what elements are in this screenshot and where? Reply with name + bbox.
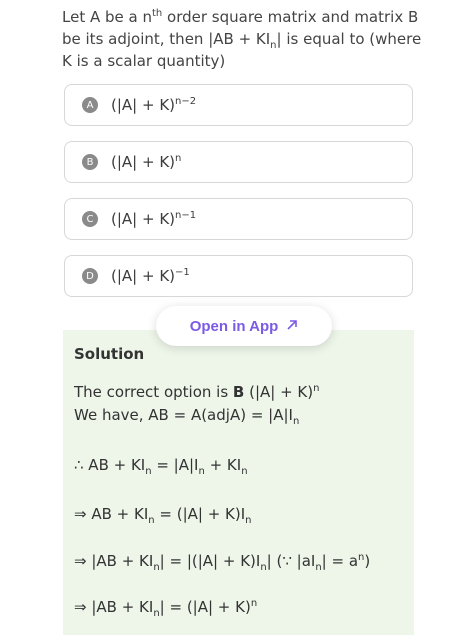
option-text-a: $(|A| + K)^{n-2}$ <box>111 96 197 114</box>
option-b[interactable] <box>64 141 413 183</box>
option-text-c: $(|A| + K)^{n-1}$ <box>111 210 197 228</box>
option-a[interactable] <box>64 84 413 126</box>
option-badge-a: A <box>82 97 98 113</box>
option-badge-d: D <box>82 268 98 284</box>
option-c[interactable] <box>64 198 413 240</box>
solution-step-4: ⇒ $|AB + KI_n| = |(|A| + K)I_n|$ (∵ $|aI_n| = a^n$) <box>74 552 371 573</box>
solution-title: Solution <box>74 345 145 363</box>
option-text-b: $(|A| + K)^n$ <box>111 153 182 171</box>
arrow-up-right-icon <box>286 318 298 335</box>
solution-step-3: ⇒ AB + $KI_n = (|A| + K)I_n$ <box>74 505 252 526</box>
solution-panel <box>63 330 414 635</box>
solution-answer: The correct option is B $(|A| + K)^n$ <box>74 383 320 401</box>
solution-step-5: ⇒ $|AB + KI_n| = (|A| + K)^n$ <box>74 598 258 619</box>
option-badge-b: B <box>82 154 98 170</box>
question-text: Let A be a $n^{th}$ order square matrix and matrix B be its adjoint, then $|AB + KI_n|$ is equal to (where K is a scalar quantity) <box>62 8 422 70</box>
solution-step-1: We have, AB = A(adjA) = $|A|I_n$ <box>74 406 300 427</box>
open-in-app-button[interactable] <box>156 306 332 346</box>
open-in-app-label: Open in App <box>189 317 279 335</box>
option-d[interactable] <box>64 255 413 297</box>
option-text-d: $(|A| + K)^{-1}$ <box>111 267 190 285</box>
solution-step-2: ∴ AB + $KI_n = |A|I_n + KI_n$ <box>74 456 248 477</box>
option-badge-c: C <box>82 211 98 227</box>
